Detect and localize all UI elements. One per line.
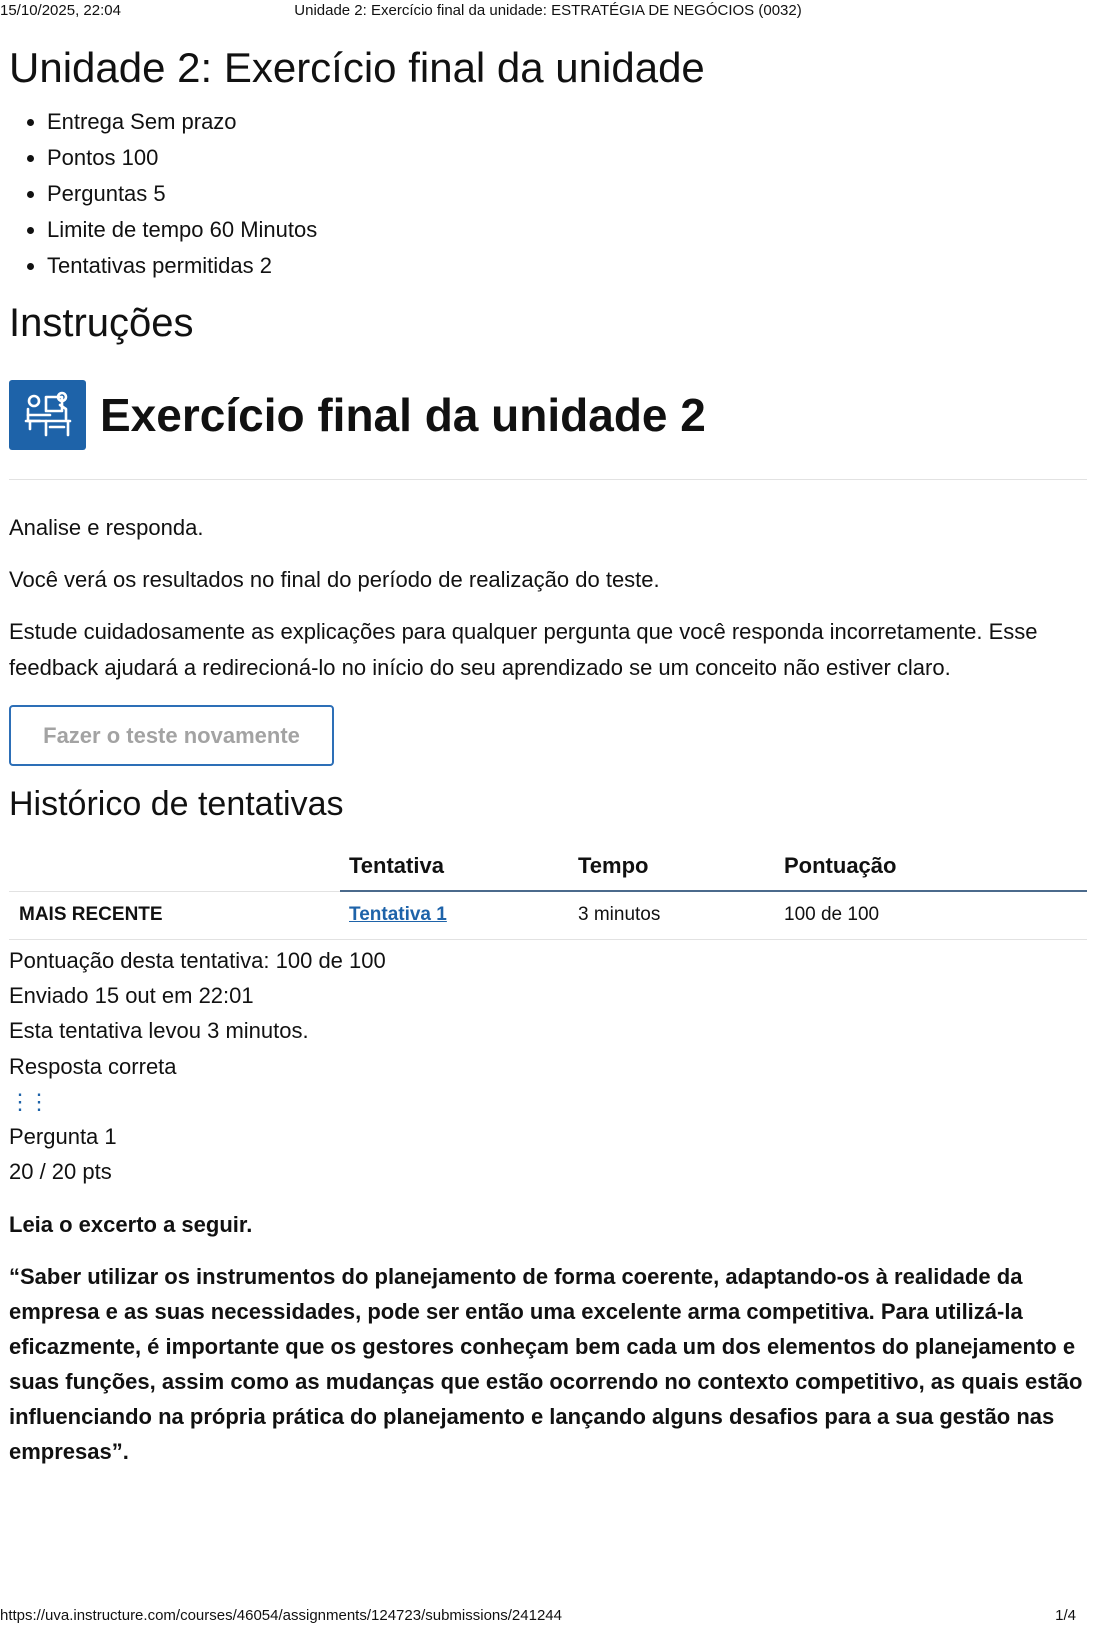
main-content [9, 40, 1087, 1469]
detail-questions: • Perguntas 5 [47, 176, 1087, 212]
header-empty [9, 844, 340, 891]
page-title: Unidade 2: Exercício final da unidade [9, 44, 705, 91]
header-attempt: Tentativa [340, 844, 578, 891]
detail-points: • Pontos 100 [47, 140, 1087, 176]
instruction-paragraph-2: Você verá os resultados no final do período de realização do teste. [9, 567, 660, 592]
quiz-details [9, 104, 1087, 284]
retake-quiz-button[interactable]: Fazer o teste novamente [9, 705, 334, 766]
header-time: Tempo [578, 844, 784, 891]
exercise-header [9, 380, 1087, 450]
attempt-history-table [9, 844, 1087, 940]
attempt-time: 3 minutos [578, 891, 784, 940]
attempt-summary [9, 943, 1087, 1189]
submitted-text: Enviado 15 out em 22:01 [9, 983, 254, 1008]
exercise-title: Exercício final da unidade 2 [100, 389, 706, 441]
question-points: 20 / 20 pts [9, 1159, 112, 1184]
question-quote: “Saber utilizar os instrumentos do planejamento de forma coerente, adaptando-os à realidade da empresa e as suas necessidades, pode ser então uma excelente arma competitiva. Para utilizá-la eficazmente, é importante que os gestores conheçam bem cada um dos elementos do planejamento e suas funções, assim como as mudanças que estão ocorrendo no contexto competitivo, as quais estão influenciando na própria prática do planejamento e lançando alguns desafios para a sua gestão nas empresas”. [9, 1264, 1083, 1464]
detail-time-limit: • Limite de tempo 60 Minutos [47, 212, 1087, 248]
attempt-1-link[interactable]: Tentativa 1 [349, 904, 447, 925]
table-row [9, 891, 1087, 940]
detail-due: • Entrega Sem prazo [47, 104, 1087, 140]
attempt-history-heading: Histórico de tentativas [9, 785, 344, 823]
answer-status: Resposta correta [9, 1054, 177, 1079]
divider [9, 479, 1087, 480]
drag-handle-icon[interactable]: ⋮⋮ [9, 1089, 47, 1114]
print-date: 15/10/2025, 22:04 [0, 2, 121, 19]
question-number: Pergunta 1 [9, 1124, 117, 1149]
attempt-score: 100 de 100 [784, 891, 1087, 940]
question-intro: Leia o excerto a seguir. [9, 1212, 253, 1237]
instruction-paragraph-1: Analise e responda. [9, 515, 204, 540]
detail-attempts: • Tentativas permitidas 2 [47, 248, 1087, 284]
print-url: https://uva.instructure.com/courses/46054/assignments/124723/submissions/241244 [0, 1607, 562, 1624]
attempt-score-text: Pontuação desta tentativa: 100 de 100 [9, 948, 386, 973]
instructions-heading: Instruções [9, 301, 194, 345]
person-at-desk-icon [9, 380, 86, 450]
instruction-paragraph-3: Estude cuidadosamente as explicações para qualquer pergunta que você responda incorretamente. Esse feedback ajudará a redirecioná-lo no início do seu aprendizado se um conceito não estiver claro. [9, 619, 1038, 680]
header-score: Pontuação [784, 844, 1087, 891]
latest-label: MAIS RECENTE [9, 891, 340, 940]
duration-text: Esta tentativa levou 3 minutos. [9, 1018, 309, 1043]
print-title: Unidade 2: Exercício final da unidade: ESTRATÉGIA DE NEGÓCIOS (0032) [294, 2, 802, 19]
table-header-row [9, 844, 1087, 891]
print-page-number: 1/4 [1055, 1607, 1076, 1624]
attempt-cell [340, 891, 578, 940]
